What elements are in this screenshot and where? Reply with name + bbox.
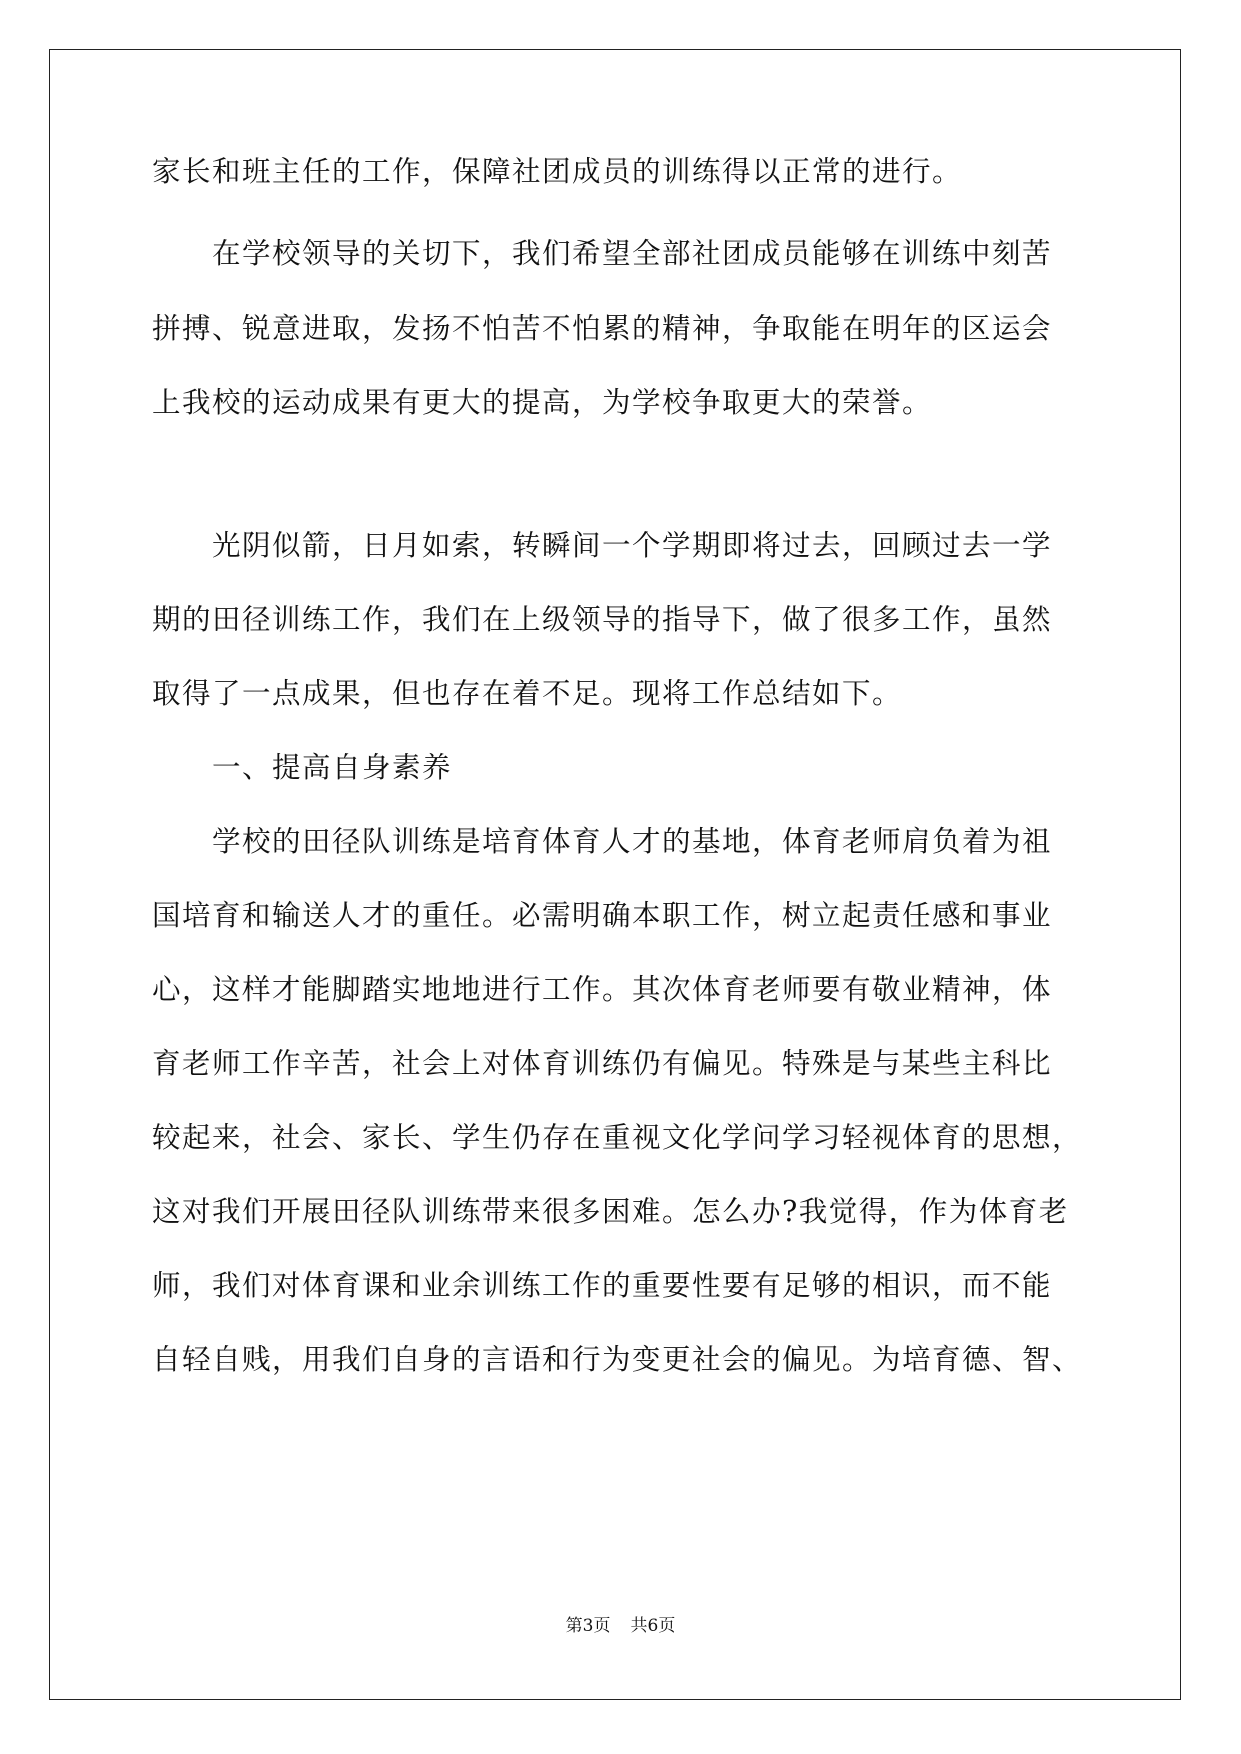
- text-line: 较起来，社会、家长、学生仍存在重视文化学问学习轻视体育的思想，: [152, 1121, 1083, 1154]
- section-heading: 一、提高自身素养: [212, 751, 453, 784]
- text-line: 心，这样才能脚踏实地地进行工作。其次体育老师要有敬业精神，体: [152, 973, 1053, 1006]
- text-line: 家长和班主任的工作，保障社团成员的训练得以正常的进行。: [152, 155, 963, 188]
- page-footer: [0, 1614, 1241, 1638]
- text-line: 学校的田径队训练是培育体育人才的基地，体育老师肩负着为祖: [212, 825, 1053, 858]
- page-number: 第3页: [565, 1616, 611, 1636]
- text-line: 自轻自贱，用我们自身的言语和行为变更社会的偏见。为培育德、智、: [152, 1343, 1083, 1376]
- text-line: 取得了一点成果，但也存在着不足。现将工作总结如下。: [152, 677, 903, 710]
- page-total: 共6页: [630, 1616, 676, 1636]
- text-line: 拼搏、锐意进取，发扬不怕苦不怕累的精神，争取能在明年的区运会: [152, 312, 1053, 345]
- text-line: 国培育和输送人才的重任。必需明确本职工作，树立起责任感和事业: [152, 899, 1053, 932]
- text-line: 在学校领导的关切下，我们希望全部社团成员能够在训练中刻苦: [212, 237, 1053, 270]
- text-line: 期的田径训练工作，我们在上级领导的指导下，做了很多工作，虽然: [152, 603, 1053, 636]
- text-line: 师，我们对体育课和业余训练工作的重要性要有足够的相识，而不能: [152, 1269, 1053, 1302]
- text-line: 这对我们开展田径队训练带来很多困难。怎么办?我觉得，作为体育老: [152, 1195, 1069, 1228]
- text-line: 光阴似箭，日月如索，转瞬间一个学期即将过去，回顾过去一学: [212, 529, 1053, 562]
- page-border: [49, 49, 1181, 1700]
- text-line: 上我校的运动成果有更大的提高，为学校争取更大的荣誉。: [152, 386, 933, 419]
- text-line: 育老师工作辛苦，社会上对体育训练仍有偏见。特殊是与某些主科比: [152, 1047, 1053, 1080]
